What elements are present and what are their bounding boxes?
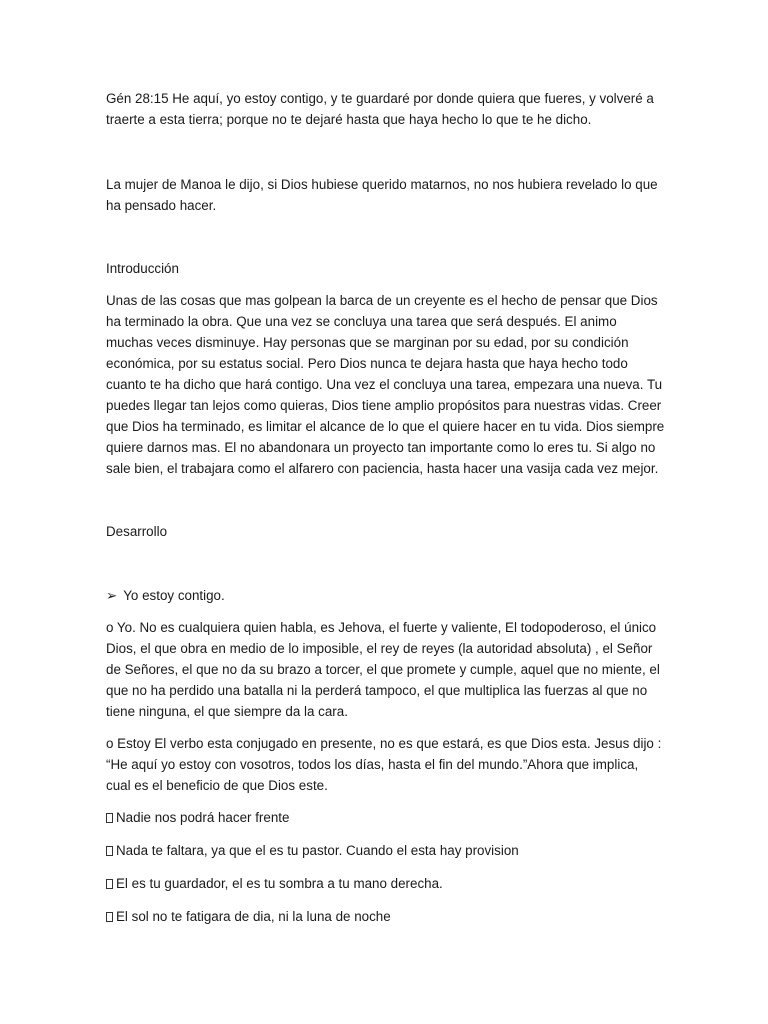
list-item-text: El sol no te fatigara de dia, ni la luna de noche — [116, 909, 391, 924]
verse-paragraph: Gén 28:15 He aquí, yo estoy contigo, y te guardaré por donde quiera que fueres, y volveré a traerte a esta tierra; porque no te dejaré hasta que haya hecho lo que te he dicho. — [106, 91, 654, 127]
arrow-bullet-icon: ➢ — [106, 588, 118, 603]
missing-glyph-icon — [106, 912, 113, 922]
development-heading: Desarrollo — [106, 524, 168, 539]
list-item — [106, 807, 666, 828]
list-item-text: Nada te faltara, ya que el es tu pastor. Cuando el esta hay provision — [116, 843, 519, 858]
missing-glyph-icon — [106, 846, 113, 856]
point-estoy: o Estoy El verbo esta conjugado en presente, no es que estará, es que Dios esta. Jesus dijo : “He aquí yo estoy con vosotros, todos los días, hasta el fin del mundo.”Ahora que implica, cual es el beneficio de que Dios este. — [106, 736, 662, 793]
document-page — [106, 88, 666, 939]
arrow-item-text: Yo estoy contigo. — [123, 588, 225, 603]
missing-glyph-icon — [106, 879, 113, 889]
missing-glyph-icon — [106, 813, 113, 823]
list-item-text: El es tu guardador, el es tu sombra a tu mano derecha. — [116, 876, 443, 891]
list-item — [106, 906, 666, 927]
arrow-list-item — [106, 585, 666, 606]
intro-heading: Introducción — [106, 261, 179, 276]
list-item — [106, 873, 666, 894]
quote-paragraph: La mujer de Manoa le dijo, si Dios hubiese querido matarnos, no nos hubiera revelado lo que ha pensado hacer. — [106, 177, 658, 213]
list-item-text: Nadie nos podrá hacer frente — [116, 810, 290, 825]
intro-body: Unas de las cosas que mas golpean la barca de un creyente es el hecho de pensar que Dios ha terminado la obra. Que una vez se concluya una tarea que será después. El animo muchas veces disminuye. Hay personas que se marginan por su edad, por su condición económica, por su estatus social. Pero Dios nunca te dejara hasta que haya hecho todo cuanto te ha dicho que hará contigo. Una vez el concluya una tarea, empezara una nueva. Tu puedes llegar tan lejos como quieras, Dios tiene amplio propósitos para nuestras vidas. Creer que Dios ha terminado, es limitar el alcance de lo que el quiere hacer en tu vida. Dios siempre quiere darnos mas. El no abandonara un proyecto tan importante como lo eres tu. Si algo no sale bien, el trabajara como el alfarero con paciencia, hasta hacer una vasija cada vez mejor. — [106, 293, 665, 476]
list-item — [106, 840, 666, 861]
point-yo: o Yo. No es cualquiera quien habla, es Jehova, el fuerte y valiente, El todopoderoso, el único Dios, el que obra en medio de lo imposible, el rey de reyes (la autoridad absoluta) , el Señor de Señores, el que no da su brazo a torcer, el que promete y cumple, aquel que no miente, el que no ha perdido una batalla ni la perderá tampoco, el que multiplica las fuerzas al que no tiene ninguna, el que siempre da la cara. — [106, 620, 660, 719]
